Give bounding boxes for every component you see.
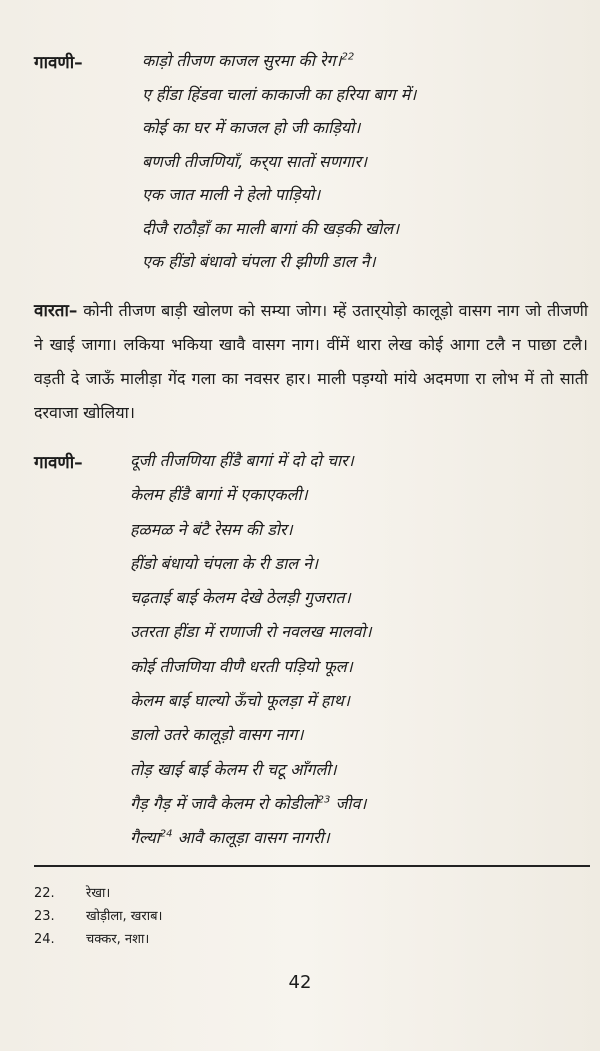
verse-line: एक हींडो बंधावो चंपला री झीणी डाल नै। — [142, 252, 376, 271]
verse-line: हळमळ ने बंटै रेसम की डोर। — [130, 519, 293, 539]
verse-line: केलम हींडै बागां में एकाएकली। — [130, 485, 308, 505]
verse-line: चढ़ताई बाई केलम देखे ठेलड़ी गुजरात। — [130, 588, 351, 608]
verse-line: एक जात माली ने हेलो पाड़ियो। — [142, 185, 321, 204]
verse-line: हींडो बंधायो चंपला के री डाल ने। — [130, 553, 319, 573]
prose-text: कोनी तीजण बाड़ी खोलण को सम्या जोग। म्हें उतार्‌योड़ो कालूड़ो वासग नाग जो तीजणी ने खाई जागा। लकिया भकिया खावै वासग नाग। वींमें थारा लेख कोई आगा टलै न पाछा टलै। वड़ती दे जाऊँ मालीड़ा गेंद गला का नवसर हार। माली पड़ग्यो मांये अदमणा रा लोभ में तो साती दरवाजा खोलिया। — [34, 301, 588, 422]
verse-line: काड़ो तीजण काजल सुरमा की रेग।$^{22}$ — [142, 51, 355, 70]
prose-paragraph — [34, 294, 588, 430]
footnote-mark-24: 24 — [159, 828, 173, 840]
footnote-mark-22: 22 — [341, 51, 355, 63]
verse-line: कोई तीजणिया वीणै धरती पड़ियो फूल। — [130, 656, 353, 676]
verse-line: गैड़ गैड़ में जावै केलम रो कोडीलो$^{23}$ जीव। — [130, 793, 367, 813]
verse-line: उतरता हींडा में राणाजी रो नवलख मालवो। — [130, 622, 372, 642]
footnote-24: 24. चक्कर, नशा। — [34, 932, 150, 947]
footnote-divider — [34, 865, 590, 867]
verse-line: तोड़ खाई बाई केलम री चटू आँगली। — [130, 759, 337, 779]
verse-line: केलम बाई घाल्यो ऊँचो फूलड़ा में हाथ। — [130, 691, 350, 711]
footnote-mark-23: 23 — [317, 794, 331, 806]
footnote-23: 23. खोड़ीला, खराब। — [34, 909, 163, 924]
stanza-1-verse — [142, 44, 416, 279]
verse-line: गैल्या$^{24}$ आवै कालूड़ा वासग नागरी। — [130, 828, 330, 848]
stanza-1-label: गावणी– — [34, 53, 83, 73]
verse-line: दूजी तीजणिया हींडै बागां में दो दो चार। — [130, 451, 354, 470]
footnote-22: 22. रेखा। — [34, 886, 111, 901]
verse-line: दीजै राठौड़ाँ का माली बागां की खड़की खोल। — [142, 218, 400, 238]
prose-label: वारता– — [34, 301, 78, 321]
verse-line: डालो उतरे कालूड़ो वासग नाग। — [130, 725, 304, 745]
verse-line: कोई का घर में काजल हो जी काड़ियो। — [142, 118, 361, 137]
stanza-2-label: गावणी– — [34, 453, 83, 473]
verse-line: ए हींडा हिंडवा चालां काकाजी का हरिया बाग में। — [142, 84, 417, 104]
stanza-2-verse — [130, 444, 372, 856]
verse-line: बणजी तीजणियाँ, कर्‌या सातों सणगार। — [142, 151, 368, 171]
page-number: 42 — [288, 972, 312, 993]
